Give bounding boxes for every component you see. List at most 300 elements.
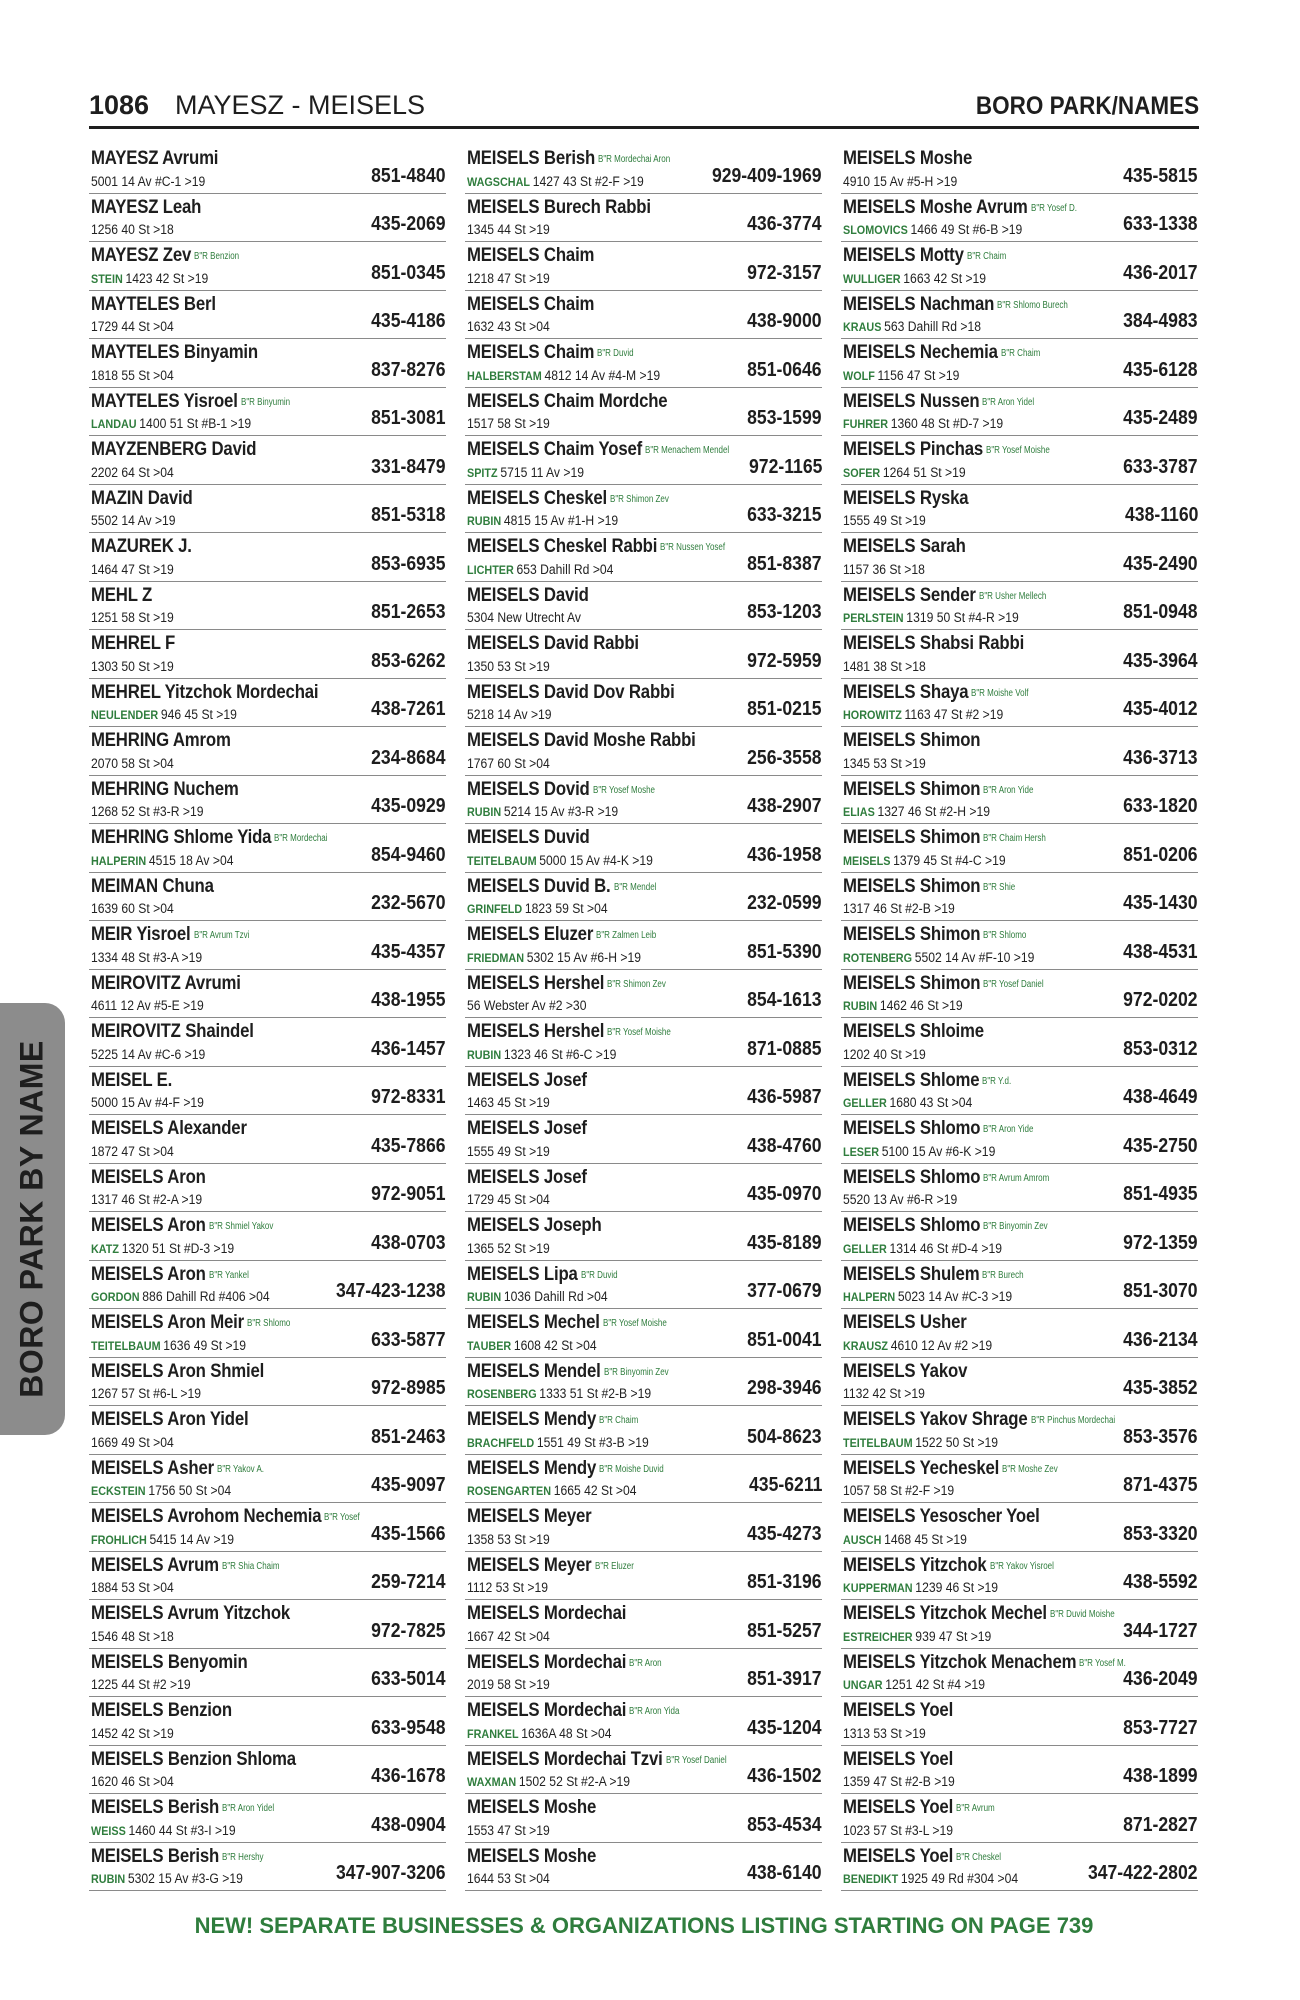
entry-name: MEISELS Nachman — [843, 292, 995, 315]
entry-address: 5000 15 Av #4-K >19 — [539, 852, 653, 868]
entry-name: MEISELS Shaya — [843, 680, 969, 703]
entry-name: MAZIN David — [91, 486, 193, 509]
entry-phone: 436-3774 — [747, 213, 822, 235]
entry-maiden-name: FRIEDMAN — [467, 950, 524, 965]
entry-address-line — [843, 1192, 1059, 1207]
entry-name: MEISELS Pinchas — [843, 438, 984, 460]
entry-name: MEISELS Nussen — [843, 389, 980, 412]
listing-entry — [841, 1794, 1198, 1843]
entry-address: 563 Dahill Rd >18 — [884, 319, 982, 334]
entry-address: 5225 14 Av #C-6 >19 — [91, 1046, 206, 1062]
entry-father-name: B"R Yosef Daniel — [983, 978, 1045, 990]
listing-entry — [841, 776, 1198, 825]
entry-father-name: B"R Menachem Mendel — [645, 445, 730, 456]
entry-address: 1264 51 St >19 — [882, 464, 966, 480]
entry-father-name: B"R Yosef D. — [1030, 202, 1077, 214]
entry-name: MEISELS Aron — [91, 1262, 206, 1285]
listing-entry — [89, 970, 446, 1019]
entry-address: 1608 42 St >04 — [513, 1337, 597, 1353]
entry-address: 1268 52 St #3-R >19 — [91, 804, 204, 819]
entry-name: MEISELS Cheskel Rabbi — [467, 535, 658, 557]
entry-address-line — [467, 610, 683, 625]
entry-address-line — [467, 707, 683, 722]
entry-address-line — [467, 1289, 683, 1304]
entry-name: MAYESZ Zev — [91, 244, 192, 266]
entry-maiden-name: KRAUS — [843, 320, 882, 334]
listing-entry — [89, 1746, 446, 1795]
entry-name: MEISELS Aron Shmiel — [91, 1359, 265, 1382]
entry-address-line — [91, 1532, 307, 1547]
entry-maiden-name: LANDAU — [91, 417, 137, 431]
entry-name: MEISELS Hershel — [467, 1020, 605, 1042]
entry-phone: 435-2489 — [1123, 407, 1198, 429]
listing-entry — [841, 194, 1198, 243]
entry-phone: 972-7825 — [371, 1619, 446, 1642]
entry-address: 653 Dahill Rd >04 — [516, 561, 614, 577]
entry-maiden-name: GELLER — [843, 1241, 887, 1256]
entry-address-line — [843, 1726, 1059, 1741]
entry-phone: 435-4012 — [1123, 698, 1198, 720]
entry-phone: 972-3157 — [747, 261, 822, 284]
entry-address: 1163 47 St #2 >19 — [904, 707, 1004, 722]
listing-entry — [89, 1406, 446, 1455]
entry-address-line — [467, 1483, 683, 1498]
entry-phone: 435-0970 — [747, 1183, 822, 1205]
listing-entry — [89, 679, 446, 728]
listing-entry — [89, 582, 446, 631]
listing-entry — [89, 1164, 446, 1213]
entry-address-line — [91, 1580, 307, 1595]
listing-column-3 — [841, 145, 1198, 1891]
listing-entry — [89, 727, 446, 776]
listing-column-2 — [465, 145, 822, 1891]
entry-address: 1333 51 St #2-B >19 — [539, 1386, 652, 1401]
entry-phone: 853-1599 — [747, 407, 822, 429]
entry-address-line — [843, 1871, 1059, 1886]
entry-address: 1218 47 St >19 — [467, 270, 550, 286]
entry-phone: 438-5592 — [1123, 1571, 1198, 1593]
entry-maiden-name: RUBIN — [843, 999, 878, 1013]
entry-name: MEISELS Mordechai — [467, 1650, 627, 1673]
entry-phone: 435-9097 — [371, 1474, 446, 1496]
entry-name: MEISELS Avrum — [91, 1553, 219, 1576]
entry-maiden-name: WOLF — [843, 368, 875, 383]
entry-name: MEISELS David — [467, 583, 589, 606]
entry-address: 1636 49 St >19 — [163, 1337, 247, 1353]
entry-address: 1818 55 St >04 — [91, 367, 174, 383]
listing-entry — [89, 1455, 446, 1504]
entry-address: 1267 57 St #6-L >19 — [91, 1386, 202, 1401]
entry-father-name: B"R Shlomo — [246, 1318, 291, 1329]
entry-name: MEISELS Ryska — [843, 486, 969, 509]
section-side-tab — [0, 1003, 65, 1435]
entry-phone: 633-9548 — [371, 1716, 446, 1739]
entry-address: 5502 14 Av #F-10 >19 — [914, 949, 1035, 965]
entry-name: MEISELS Yesoscher Yoel — [843, 1505, 1040, 1527]
entry-phone: 633-3215 — [747, 504, 822, 526]
entry-name: MEISELS Benzion — [91, 1699, 232, 1721]
entry-phone: 436-2049 — [1123, 1668, 1198, 1690]
listing-entry — [89, 145, 446, 194]
entry-phone: 438-1899 — [1123, 1765, 1198, 1787]
entry-address-line — [467, 1871, 683, 1886]
entry-address: 5502 14 Av >19 — [91, 513, 176, 528]
entry-maiden-name: SLOMOVICS — [843, 223, 908, 237]
entry-address-line — [91, 465, 307, 480]
entry-name: MEISELS Yoel — [843, 1796, 954, 1818]
entry-address: 1365 52 St >19 — [467, 1240, 550, 1256]
entry-name: MAYTELES Yisroel — [91, 389, 238, 412]
entry-address-line — [843, 804, 1059, 819]
entry-address: 1132 42 St >19 — [843, 1386, 925, 1401]
entry-name: MEISELS Nechemia — [843, 341, 998, 363]
entry-father-name: B"R Aron — [629, 1657, 662, 1669]
entry-father-name: B"R Yakov A. — [216, 1463, 264, 1475]
entry-address-line — [91, 1144, 307, 1159]
listing-entry — [465, 970, 822, 1019]
entry-name: MEISELS Sender — [843, 583, 976, 606]
entry-name: MEISELS Avrohom Nechemia — [91, 1505, 322, 1527]
entry-name: MEISELS David Dov Rabbi — [467, 680, 675, 703]
entry-address-line — [843, 562, 1059, 577]
entry-maiden-name: SPITZ — [467, 465, 498, 480]
listing-entry — [841, 1746, 1198, 1795]
entry-name: MEISELS Yoel — [843, 1747, 954, 1770]
listing-entry — [465, 1697, 822, 1746]
listing-entry — [465, 388, 822, 437]
entry-address: 1463 45 St >19 — [467, 1095, 550, 1110]
entry-name: MAYESZ Leah — [91, 195, 202, 218]
listing-entry — [465, 582, 822, 631]
entry-name: MEISELS Shimon — [843, 729, 981, 751]
entry-address-line — [843, 1677, 1059, 1692]
entry-father-name: B"R Mendel — [613, 881, 656, 893]
entry-address: 1251 58 St >19 — [91, 610, 174, 625]
entry-father-name: B"R Moshe Zev — [1002, 1463, 1058, 1475]
entry-name: MEISELS Benzion Shloma — [91, 1747, 296, 1770]
entry-address-line — [467, 465, 683, 480]
entry-address-line — [91, 368, 307, 383]
entry-name: MEISELS Yakov Shrage — [843, 1408, 1028, 1430]
listing-entry — [89, 1552, 446, 1601]
listing-entry — [465, 1164, 822, 1213]
listing-entry — [841, 1309, 1198, 1358]
entry-address-line — [467, 756, 683, 771]
entry-name: MEISELS Berish — [467, 147, 596, 169]
listing-entry — [89, 436, 446, 485]
entry-name: MEISELS Shlomo — [843, 1165, 981, 1188]
entry-phone: 851-0646 — [747, 358, 822, 381]
entry-address: 2019 58 St >19 — [467, 1677, 550, 1692]
entry-maiden-name: HALPERIN — [91, 853, 147, 868]
entry-address-line — [843, 222, 1059, 237]
entry-address-line — [91, 1241, 307, 1256]
entry-father-name: B"R Avrum Amrom — [983, 1172, 1050, 1184]
entry-name: MEISELS Shimon — [843, 874, 981, 897]
entry-phone: 436-3713 — [1123, 746, 1198, 769]
entry-address-line — [843, 1047, 1059, 1062]
entry-address-line — [91, 659, 307, 674]
entry-phone: 436-2017 — [1123, 261, 1198, 284]
entry-address: 1239 46 St >19 — [915, 1580, 999, 1595]
entry-father-name: B"R Binyumin — [240, 396, 290, 408]
entry-father-name: B"R Moishe Duvid — [599, 1463, 664, 1475]
entry-name: MEHRING Shlome Yida — [91, 826, 272, 848]
entry-father-name: B"R Yosef M. — [1079, 1657, 1127, 1669]
entry-phone: 435-8189 — [747, 1231, 822, 1254]
entry-address-line — [843, 853, 1059, 868]
entry-maiden-name: MEISELS — [843, 853, 891, 868]
entry-address: 1620 46 St >04 — [91, 1774, 174, 1789]
entry-address-line — [91, 853, 307, 868]
entry-address-line — [91, 1677, 307, 1692]
entry-phone: 438-4531 — [1123, 940, 1198, 963]
entry-address-line — [843, 368, 1059, 383]
entry-phone: 435-7866 — [371, 1134, 446, 1157]
listing-entry — [89, 242, 446, 291]
entry-name: MEISELS Shlome — [843, 1068, 980, 1091]
entry-maiden-name: ROSENBERG — [467, 1387, 537, 1401]
entry-name: MEISELS Duvid — [467, 826, 590, 848]
entry-name: MEISELS Moshe Avrum — [843, 195, 1028, 218]
entry-address-line — [843, 1435, 1059, 1450]
entry-name: MEISELS Moshe — [467, 1844, 597, 1867]
entry-name: MEISELS Yoel — [843, 1699, 954, 1721]
entry-name: MEISELS Aron — [91, 1165, 206, 1188]
listing-entry — [89, 194, 446, 243]
entry-address: 1319 50 St #4-R >19 — [906, 610, 1019, 625]
listing-entry — [465, 242, 822, 291]
entry-phone: 234-8684 — [371, 746, 446, 769]
entry-address-line — [91, 1386, 307, 1401]
listing-entry — [465, 1212, 822, 1261]
entry-father-name: B"R Aron Yidel — [222, 1803, 275, 1814]
entry-address-line — [467, 1144, 683, 1159]
entry-address: 1023 57 St #3-L >19 — [843, 1822, 954, 1838]
entry-address: 1323 46 St #6-C >19 — [503, 1046, 617, 1062]
entry-phone: 871-2827 — [1123, 1813, 1198, 1836]
entry-maiden-name: ROTENBERG — [843, 950, 913, 965]
entry-maiden-name: ESTREICHER — [843, 1629, 913, 1644]
listing-entry — [89, 1503, 446, 1552]
entry-name: MEHRING Amrom — [91, 729, 231, 751]
entry-address-line — [467, 1047, 683, 1062]
entry-father-name: B"R Duvid Moishe — [1049, 1609, 1115, 1620]
entry-address-line — [843, 950, 1059, 965]
entry-address: 5100 15 Av #6-K >19 — [881, 1143, 996, 1159]
listing-entry — [841, 1358, 1198, 1407]
listing-entry — [465, 824, 822, 873]
listing-entry — [841, 242, 1198, 291]
listing-entry — [841, 485, 1198, 534]
entry-phone: 435-0929 — [371, 795, 446, 817]
entry-father-name: B"R Binyomin Zev — [603, 1366, 669, 1378]
entry-maiden-name: SOFER — [843, 465, 881, 480]
entry-phone: 853-1203 — [747, 601, 822, 623]
entry-address: 1729 44 St >04 — [91, 319, 174, 334]
listing-entry — [89, 1067, 446, 1116]
listing-entry — [465, 921, 822, 970]
entry-phone: 435-3852 — [1123, 1377, 1198, 1399]
entry-name: MEISELS Shulem — [843, 1262, 980, 1285]
entry-name: MEISELS Shimon — [843, 923, 981, 945]
entry-address: 1466 49 St #6-B >19 — [910, 222, 1023, 237]
listing-entry — [841, 291, 1198, 340]
entry-phone: 438-1955 — [371, 989, 446, 1011]
entry-phone: 438-0703 — [371, 1231, 446, 1254]
entry-name: MEISELS Benyomin — [91, 1650, 248, 1673]
entry-maiden-name: BRACHFELD — [467, 1435, 535, 1450]
listing-entry — [89, 1649, 446, 1698]
entry-father-name: B"R Mordechai — [274, 833, 328, 844]
listing-entry — [465, 291, 822, 340]
entry-phone: 438-9000 — [747, 310, 822, 332]
entry-phone: 377-0679 — [747, 1280, 822, 1302]
entry-maiden-name: BENEDIKT — [843, 1872, 899, 1886]
listing-entry — [465, 533, 822, 582]
listing-column-1 — [89, 145, 446, 1891]
entry-address: 5000 15 Av #4-F >19 — [91, 1095, 204, 1110]
entry-address: 1379 45 St #4-C >19 — [893, 852, 1006, 868]
listing-entry — [89, 1115, 446, 1164]
entry-address-line — [467, 1823, 683, 1838]
page-number: 1086 — [89, 90, 150, 120]
entry-name: MEISELS Motty — [843, 244, 964, 266]
entry-father-name: B"R Yosef — [324, 1512, 361, 1523]
entry-address-line — [843, 1532, 1059, 1547]
entry-maiden-name: ECKSTEIN — [91, 1484, 146, 1498]
entry-phone: 436-1958 — [747, 843, 822, 866]
entry-address-line — [91, 1823, 307, 1838]
entry-address-line — [467, 271, 683, 286]
entry-father-name: B"R Usher Mellech — [978, 590, 1047, 602]
entry-name: MEISELS Chaim Mordche — [467, 389, 668, 412]
entry-address: 4910 15 Av #5-H >19 — [843, 173, 958, 189]
entry-address: 1462 46 St >19 — [879, 998, 963, 1013]
listing-entry — [841, 970, 1198, 1019]
entry-address-line — [91, 1289, 307, 1304]
entry-phone: 851-5390 — [747, 940, 822, 963]
entry-father-name: B"R Cheskel — [956, 1851, 1002, 1863]
entry-address-line — [843, 1386, 1059, 1401]
entry-name: MEISELS Aron — [91, 1214, 206, 1236]
entry-name: MEHREL F — [91, 632, 176, 654]
entry-address: 1729 45 St >04 — [467, 1192, 550, 1207]
entry-name: MEISELS Avrum Yitzchok — [91, 1602, 291, 1624]
entry-phone: 851-0041 — [747, 1328, 822, 1351]
entry-address-line — [91, 707, 307, 722]
entry-phone: 972-1165 — [748, 455, 822, 478]
listing-entry — [465, 1503, 822, 1552]
entry-phone: 633-5877 — [371, 1328, 446, 1351]
entry-address-line — [843, 998, 1059, 1013]
entry-phone: 435-2750 — [1123, 1134, 1198, 1157]
listing-entry — [89, 1212, 446, 1261]
entry-address-line — [843, 174, 1059, 189]
entry-name: MEISELS Mordechai — [467, 1699, 627, 1721]
entry-name: MEISELS Yitzchok — [843, 1553, 987, 1576]
entry-name: MEISELS Eluzer — [467, 923, 594, 945]
entry-phone: 853-3576 — [1123, 1425, 1198, 1448]
entry-address: 1884 53 St >04 — [91, 1580, 174, 1595]
listing-entry — [89, 1358, 446, 1407]
entry-address: 939 47 St >19 — [915, 1628, 992, 1644]
entry-address-line — [91, 1435, 307, 1450]
entry-maiden-name: GRINFELD — [467, 902, 523, 916]
entry-address: 1345 53 St >19 — [843, 755, 926, 771]
entry-address-line — [843, 756, 1059, 771]
listing-entry — [89, 824, 446, 873]
entry-phone: 436-2134 — [1123, 1328, 1198, 1351]
page-header — [89, 86, 1199, 129]
entry-phone: 851-8387 — [747, 552, 822, 575]
entry-address-line — [91, 174, 307, 189]
listing-entry — [841, 1067, 1198, 1116]
entry-name: MEISELS Meyer — [467, 1505, 592, 1527]
listing-entry — [89, 1261, 446, 1310]
entry-address-line — [91, 271, 307, 286]
entry-phone: 232-0599 — [747, 892, 822, 914]
entry-name: MEISELS David Rabbi — [467, 632, 639, 654]
entry-address: 5715 11 Av >19 — [500, 464, 584, 480]
listing-entry — [465, 1455, 822, 1504]
listing-entry — [841, 1115, 1198, 1164]
entry-address-line — [91, 804, 307, 819]
listing-entry — [841, 824, 1198, 873]
entry-phone: 633-1820 — [1123, 795, 1198, 817]
listing-entry — [841, 727, 1198, 776]
entry-maiden-name: TEITELBAUM — [91, 1338, 161, 1353]
entry-maiden-name: WULLIGER — [843, 271, 901, 286]
entry-phone: 259-7214 — [371, 1571, 446, 1593]
entry-phone: 435-4186 — [371, 310, 446, 332]
entry-address: 1756 50 St >04 — [148, 1483, 232, 1498]
entry-name: MEISELS Lipa — [467, 1262, 578, 1285]
listing-entry — [841, 533, 1198, 582]
entry-address-line — [467, 853, 683, 868]
listing-entry — [89, 1843, 446, 1892]
listing-entry — [89, 873, 446, 922]
entry-phone: 851-4935 — [1123, 1183, 1198, 1205]
listing-entry — [841, 388, 1198, 437]
entry-address: 1767 60 St >04 — [467, 755, 550, 771]
entry-name: MEISELS Hershel — [467, 971, 605, 994]
entry-address-line — [843, 659, 1059, 674]
entry-name: MAYESZ Avrumi — [91, 147, 219, 169]
entry-phone: 436-1457 — [371, 1037, 446, 1060]
entry-father-name: B"R Shmiel Yakov — [208, 1221, 274, 1232]
entry-address-line — [843, 1774, 1059, 1789]
listing-entry — [841, 1552, 1198, 1601]
entry-father-name: B"R Chaim Hersh — [983, 833, 1047, 844]
entry-address-line — [843, 610, 1059, 625]
section-title: BORO PARK/NAMES — [975, 92, 1199, 120]
entry-phone: 851-2653 — [371, 601, 446, 623]
entry-name: MEISELS Mordechai — [467, 1602, 627, 1624]
entry-maiden-name: GELLER — [843, 1096, 887, 1110]
entry-maiden-name: AUSCH — [843, 1532, 882, 1547]
entry-phone: 972-8985 — [371, 1377, 446, 1399]
entry-name: MEHL Z — [91, 583, 153, 606]
entry-phone: 851-4840 — [371, 164, 446, 187]
entry-name: MEISELS Moshe — [467, 1796, 597, 1818]
entry-maiden-name: HALPERN — [843, 1290, 896, 1304]
entry-father-name: B"R Hershy — [222, 1851, 264, 1863]
entry-name: MEISELS Shloime — [843, 1020, 984, 1042]
entry-address: 1502 52 St #2-A >19 — [518, 1774, 631, 1789]
entry-address: 1468 45 St >19 — [884, 1531, 967, 1547]
entry-address: 1452 42 St >19 — [91, 1725, 174, 1741]
